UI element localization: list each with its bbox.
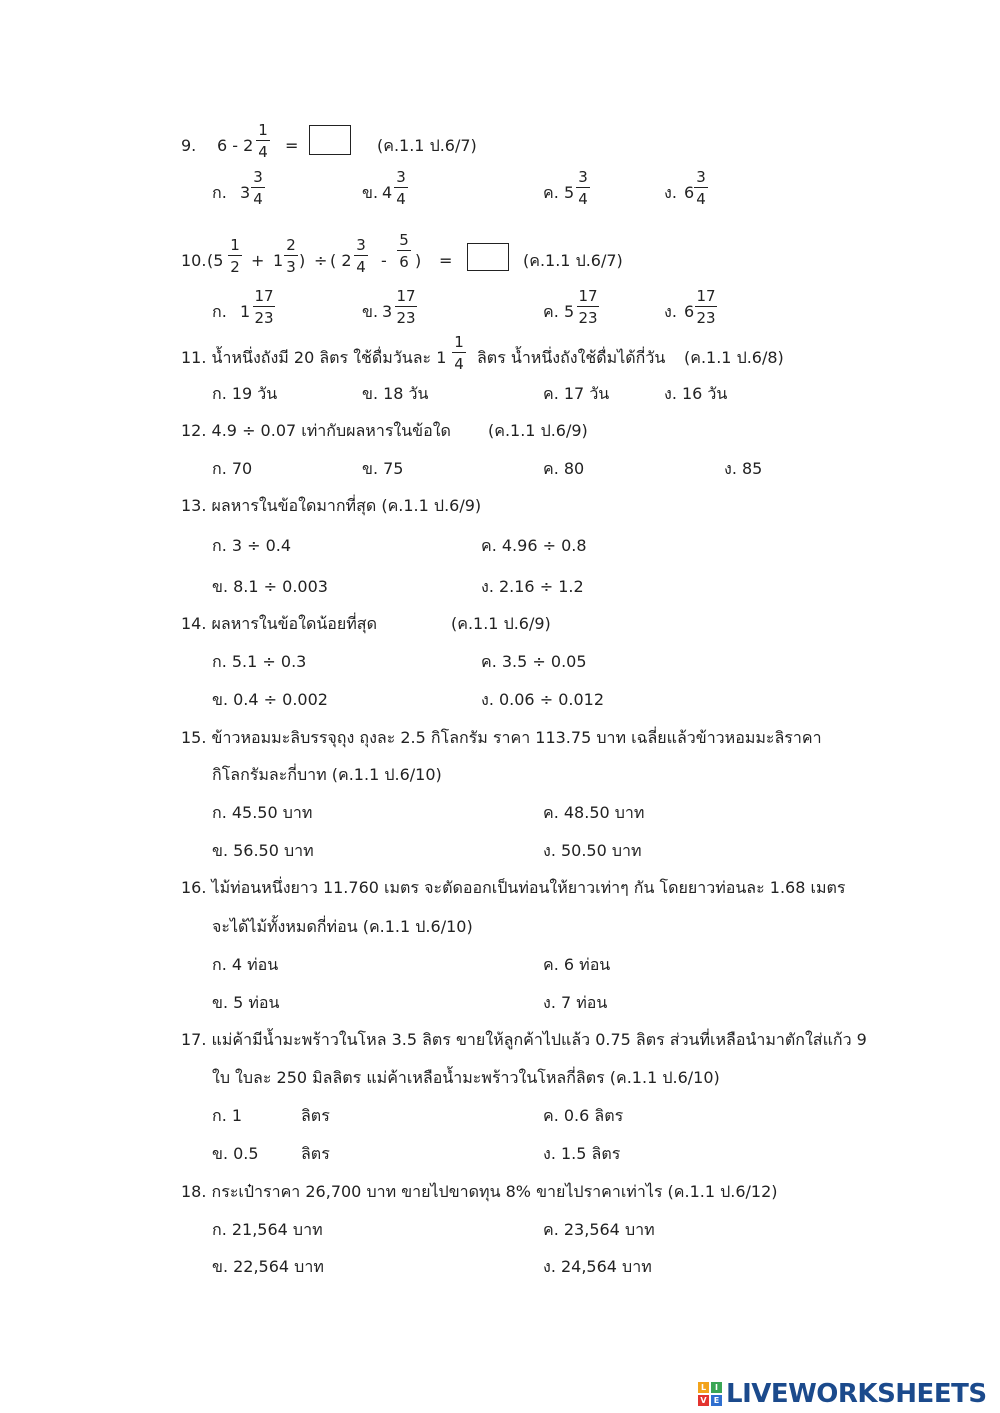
q10-choice-label: ง.: [664, 302, 677, 321]
q9-choice-label: ข.: [362, 183, 379, 202]
q9-choice-whole: 6: [684, 183, 695, 202]
q10-open: (5: [207, 251, 224, 270]
q16-text-cont: จะได้ไม้ทั้งหมดกี่ท่อน (ค.1.1 ป.6/10): [212, 917, 473, 936]
q16-choice: ก. 4 ท่อน: [212, 955, 279, 974]
q10-choice-label: ข.: [362, 302, 379, 321]
q10-plus: +: [251, 251, 265, 270]
q15-choice: ก. 45.50 บาท: [212, 803, 313, 822]
q9-choice-whole: 5: [564, 183, 575, 202]
q10-close: ): [299, 251, 306, 270]
q12-choice: ข. 75: [362, 459, 404, 478]
q18-text: 18. กระเป๋าราคา 26,700 บาท ขายไปขาดทุน 8% ขายไปราคาเท่าไร (ค.1.1 ป.6/12): [181, 1182, 778, 1201]
q15-text-cont: กิโลกรัมละกี่บาท (ค.1.1 ป.6/10): [212, 765, 442, 784]
q10-choice-fraction: 17 23: [696, 287, 716, 327]
q10-choice-whole: 1: [240, 302, 251, 321]
q12-choice: ค. 80: [543, 459, 585, 478]
q10-fraction: 2 3: [284, 237, 298, 275]
logo-letter-l: L: [698, 1382, 709, 1393]
q9-choice-label: ง.: [664, 183, 677, 202]
q14-choice: ง. 0.06 ÷ 0.012: [481, 690, 604, 709]
q17-choice-unit: ลิตร: [301, 1144, 330, 1163]
q11-ref: (ค.1.1 ป.6/8): [684, 348, 784, 367]
q10-fraction: 5 6: [397, 232, 411, 270]
logo-letter-e: E: [711, 1395, 722, 1406]
q15-choice: ข. 56.50 บาท: [212, 841, 314, 860]
q11-choice: ค. 17 วัน: [543, 384, 610, 403]
q16-choice: ค. 6 ท่อน: [543, 955, 611, 974]
q15-text: 15. ข้าวหอมมะลิบรรจุถุง ถุงละ 2.5 กิโลกรัม ราคา 113.75 บาท เฉลี่ยแล้วข้าวหอมมะลิราคา: [181, 728, 822, 747]
q9-equals: =: [285, 136, 299, 155]
q11-choice: ง. 16 วัน: [664, 384, 728, 403]
q12-choice: ง. 85: [724, 459, 763, 478]
q18-choice: ง. 24,564 บาท: [543, 1257, 652, 1276]
q11-choice: ก. 19 วัน: [212, 384, 278, 403]
q9-answer-box[interactable]: [309, 125, 351, 155]
q10-fraction: 1 2: [228, 237, 242, 275]
q11-text: 11. น้ำหนึ่งถังมี 20 ลิตร ใช้ดื่มวันละ 1: [181, 348, 447, 367]
q10-choice-fraction: 17 23: [578, 287, 598, 327]
liveworksheets-logo: [698, 1378, 987, 1410]
q9-choice-fraction: 3 4: [251, 169, 265, 207]
q11-choice: ข. 18 วัน: [362, 384, 429, 403]
q16-choice: ง. 7 ท่อน: [543, 993, 608, 1012]
q9-choice-label: ค.: [543, 183, 559, 202]
q13-choice: ข. 8.1 ÷ 0.003: [212, 577, 328, 596]
q14-choice: ก. 5.1 ÷ 0.3: [212, 652, 307, 671]
q12-text: 12. 4.9 ÷ 0.07 เท่ากับผลหารในข้อใด: [181, 421, 451, 440]
q9-choice-fraction: 3 4: [394, 169, 408, 207]
q10-answer-box[interactable]: [467, 243, 509, 271]
q11-fraction: 1 4: [452, 334, 466, 372]
q13-text: 13. ผลหารในข้อใดมากที่สุด (ค.1.1 ป.6/9): [181, 496, 482, 515]
q18-choice: ก. 21,564 บาท: [212, 1220, 323, 1239]
q14-ref: (ค.1.1 ป.6/9): [451, 614, 551, 633]
q13-choice: ง. 2.16 ÷ 1.2: [481, 577, 584, 596]
q10-choice-fraction: 17 23: [254, 287, 274, 327]
logo-letter-i: I: [711, 1382, 722, 1393]
q18-choice: ค. 23,564 บาท: [543, 1220, 655, 1239]
q12-ref: (ค.1.1 ป.6/9): [488, 421, 588, 440]
q17-choice: ค. 0.6 ลิตร: [543, 1106, 624, 1125]
q10-choice-whole: 3: [382, 302, 393, 321]
q15-choice: ค. 48.50 บาท: [543, 803, 645, 822]
q18-choice: ข. 22,564 บาท: [212, 1257, 324, 1276]
q10-whole: 1: [273, 251, 284, 270]
q14-choice: ค. 3.5 ÷ 0.05: [481, 652, 587, 671]
q9-choice-fraction: 3 4: [694, 169, 708, 207]
q9-expression: 6 - 2: [217, 136, 254, 155]
q11-text-cont: ลิตร น้ำหนึ่งถังใช้ดื่มได้กี่วัน: [477, 348, 666, 367]
q17-choice: ข. 0.5: [212, 1144, 259, 1163]
q10-choice-label: ค.: [543, 302, 559, 321]
q9-ref: (ค.1.1 ป.6/7): [377, 136, 477, 155]
liveworksheets-wordmark: LIVEWORKSHEETS: [726, 1379, 987, 1409]
q9-number: 9.: [181, 136, 197, 155]
q17-choice-unit: ลิตร: [301, 1106, 330, 1125]
q15-choice: ง. 50.50 บาท: [543, 841, 642, 860]
q9-choice-whole: 3: [240, 183, 251, 202]
q17-choice: ง. 1.5 ลิตร: [543, 1144, 621, 1163]
q10-fraction: 3 4: [354, 237, 368, 275]
logo-letter-v: V: [698, 1395, 709, 1406]
q17-choice: ก. 1: [212, 1106, 243, 1125]
q13-choice: ค. 4.96 ÷ 0.8: [481, 536, 587, 555]
q10-choice-whole: 5: [564, 302, 575, 321]
q12-choice: ก. 70: [212, 459, 253, 478]
q10-minus: -: [381, 251, 387, 270]
q10-close2: ): [415, 251, 422, 270]
q16-choice: ข. 5 ท่อน: [212, 993, 280, 1012]
q10-choice-label: ก.: [212, 302, 227, 321]
liveworksheets-logo-icon: [698, 1382, 722, 1406]
q10-equals: =: [439, 251, 453, 270]
q9-fraction: 1 4: [256, 122, 270, 160]
q10-ref: (ค.1.1 ป.6/7): [523, 251, 623, 270]
q16-text: 16. ไม้ท่อนหนึ่งยาว 11.760 เมตร จะตัดออกเป็นท่อนให้ยาวเท่าๆ กัน โดยยาวท่อนละ 1.68 เมตร: [181, 878, 846, 897]
q17-text-cont: ใบ ใบละ 250 มิลลิตร แม่ค้าเหลือน้ำมะพร้าวในโหลกี่ลิตร (ค.1.1 ป.6/10): [212, 1068, 720, 1087]
q10-choice-whole: 6: [684, 302, 695, 321]
q10-divide: ÷: [314, 251, 328, 270]
q9-choice-label: ก.: [212, 183, 227, 202]
q10-number: 10.: [181, 251, 207, 270]
q9-choice-fraction: 3 4: [576, 169, 590, 207]
q13-choice: ก. 3 ÷ 0.4: [212, 536, 292, 555]
q14-choice: ข. 0.4 ÷ 0.002: [212, 690, 328, 709]
q10-choice-fraction: 17 23: [396, 287, 416, 327]
q10-open2: ( 2: [330, 251, 352, 270]
q17-text: 17. แม่ค้ามีน้ำมะพร้าวในโหล 3.5 ลิตร ขายให้ลูกค้าไปแล้ว 0.75 ลิตร ส่วนที่เหลือนำมาตักใส่แก้ว 9: [181, 1030, 867, 1049]
q9-choice-whole: 4: [382, 183, 393, 202]
q14-text: 14. ผลหารในข้อใดน้อยที่สุด: [181, 614, 377, 633]
